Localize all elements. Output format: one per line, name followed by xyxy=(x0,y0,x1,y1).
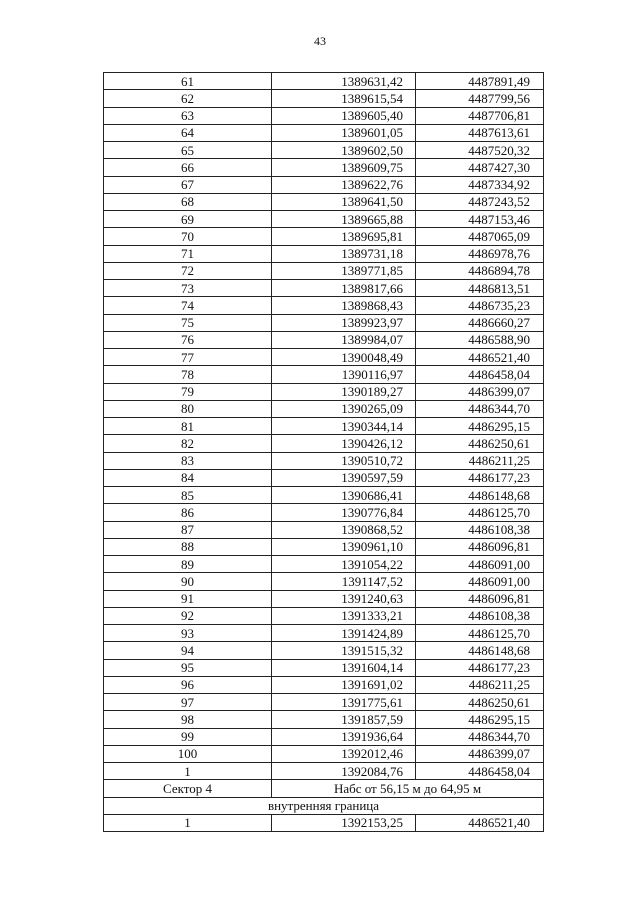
table-row xyxy=(104,556,544,573)
table-row xyxy=(104,73,544,90)
point-number-cell: 66 xyxy=(104,159,272,176)
x-coordinate-cell: 1390868,52 xyxy=(272,521,416,538)
table-row xyxy=(104,659,544,676)
x-coordinate-cell: 1389665,88 xyxy=(272,211,416,228)
point-number-cell: 77 xyxy=(104,349,272,366)
x-coordinate-cell: 1392084,76 xyxy=(272,763,416,780)
x-coordinate-cell: 1391936,64 xyxy=(272,728,416,745)
sector-label: Сектор 4 xyxy=(104,780,272,797)
y-coordinate-cell: 4486978,76 xyxy=(416,245,544,262)
x-coordinate-cell: 1390048,49 xyxy=(272,349,416,366)
y-coordinate-cell: 4486108,38 xyxy=(416,607,544,624)
y-coordinate-cell: 4486148,68 xyxy=(416,487,544,504)
x-coordinate-cell: 1389602,50 xyxy=(272,142,416,159)
y-coordinate-cell: 4486894,78 xyxy=(416,262,544,279)
x-coordinate-cell: 1391147,52 xyxy=(272,573,416,590)
table-row xyxy=(104,383,544,400)
y-coordinate-cell: 4486344,70 xyxy=(416,728,544,745)
y-coordinate-cell: 4487153,46 xyxy=(416,211,544,228)
point-number-cell: 97 xyxy=(104,694,272,711)
point-number-cell: 70 xyxy=(104,228,272,245)
y-coordinate-cell: 4486096,81 xyxy=(416,538,544,555)
x-coordinate-cell: 1389631,42 xyxy=(272,73,416,90)
y-coordinate-cell: 4487334,92 xyxy=(416,176,544,193)
x-coordinate-cell: 1391775,61 xyxy=(272,694,416,711)
x-coordinate-cell: 1391857,59 xyxy=(272,711,416,728)
y-coordinate-cell: 4486660,27 xyxy=(416,314,544,331)
y-coordinate-cell: 4486399,07 xyxy=(416,383,544,400)
x-coordinate-cell: 1390776,84 xyxy=(272,504,416,521)
x-coordinate-cell: 1391691,02 xyxy=(272,676,416,693)
x-coordinate-cell: 1390597,59 xyxy=(272,469,416,486)
table-row xyxy=(104,521,544,538)
table-row xyxy=(104,573,544,590)
x-coordinate-cell: 1391604,14 xyxy=(272,659,416,676)
x-coordinate-cell: 1392153,25 xyxy=(272,814,416,831)
point-number-cell: 96 xyxy=(104,676,272,693)
y-coordinate-cell: 4487706,81 xyxy=(416,107,544,124)
x-coordinate-cell: 1390426,12 xyxy=(272,435,416,452)
x-coordinate-cell: 1389641,50 xyxy=(272,193,416,210)
x-coordinate-cell: 1390344,14 xyxy=(272,418,416,435)
table-row xyxy=(104,280,544,297)
point-number-cell: 91 xyxy=(104,590,272,607)
point-number-cell: 88 xyxy=(104,538,272,555)
y-coordinate-cell: 4486295,15 xyxy=(416,711,544,728)
point-number-cell: 92 xyxy=(104,607,272,624)
point-number-cell: 61 xyxy=(104,73,272,90)
x-coordinate-cell: 1389605,40 xyxy=(272,107,416,124)
x-coordinate-cell: 1390961,10 xyxy=(272,538,416,555)
table-row xyxy=(104,487,544,504)
point-number-cell: 68 xyxy=(104,193,272,210)
point-number-cell: 1 xyxy=(104,763,272,780)
sector-row xyxy=(104,780,544,797)
x-coordinate-cell: 1389923,97 xyxy=(272,314,416,331)
table-row xyxy=(104,245,544,262)
table-row xyxy=(104,211,544,228)
y-coordinate-cell: 4486177,23 xyxy=(416,659,544,676)
point-number-cell: 93 xyxy=(104,625,272,642)
point-number-cell: 94 xyxy=(104,642,272,659)
point-number-cell: 80 xyxy=(104,400,272,417)
table-row xyxy=(104,728,544,745)
point-number-cell: 90 xyxy=(104,573,272,590)
table-row xyxy=(104,676,544,693)
table-row xyxy=(104,90,544,107)
point-number-cell: 62 xyxy=(104,90,272,107)
point-number-cell: 73 xyxy=(104,280,272,297)
y-coordinate-cell: 4486458,04 xyxy=(416,366,544,383)
x-coordinate-cell: 1389601,05 xyxy=(272,124,416,141)
point-number-cell: 1 xyxy=(104,814,272,831)
point-number-cell: 79 xyxy=(104,383,272,400)
y-coordinate-cell: 4486521,40 xyxy=(416,814,544,831)
x-coordinate-cell: 1391240,63 xyxy=(272,590,416,607)
y-coordinate-cell: 4487065,09 xyxy=(416,228,544,245)
y-coordinate-cell: 4486521,40 xyxy=(416,349,544,366)
point-number-cell: 84 xyxy=(104,469,272,486)
y-coordinate-cell: 4486125,70 xyxy=(416,504,544,521)
table-row xyxy=(104,159,544,176)
point-number-cell: 89 xyxy=(104,556,272,573)
x-coordinate-cell: 1389609,75 xyxy=(272,159,416,176)
x-coordinate-cell: 1390265,09 xyxy=(272,400,416,417)
point-number-cell: 76 xyxy=(104,331,272,348)
y-coordinate-cell: 4486250,61 xyxy=(416,694,544,711)
x-coordinate-cell: 1389731,18 xyxy=(272,245,416,262)
subheader-row xyxy=(104,797,544,814)
y-coordinate-cell: 4486250,61 xyxy=(416,435,544,452)
x-coordinate-cell: 1389622,76 xyxy=(272,176,416,193)
point-number-cell: 69 xyxy=(104,211,272,228)
point-number-cell: 86 xyxy=(104,504,272,521)
x-coordinate-cell: 1391333,21 xyxy=(272,607,416,624)
point-number-cell: 65 xyxy=(104,142,272,159)
y-coordinate-cell: 4486458,04 xyxy=(416,763,544,780)
x-coordinate-cell: 1389695,81 xyxy=(272,228,416,245)
point-number-cell: 75 xyxy=(104,314,272,331)
point-number-cell: 82 xyxy=(104,435,272,452)
y-coordinate-cell: 4486211,25 xyxy=(416,676,544,693)
y-coordinate-cell: 4486177,23 xyxy=(416,469,544,486)
x-coordinate-cell: 1391424,89 xyxy=(272,625,416,642)
sector-description: Набс от 56,15 м до 64,95 м xyxy=(272,780,544,797)
table-row xyxy=(104,418,544,435)
table-row xyxy=(104,400,544,417)
table-row xyxy=(104,349,544,366)
y-coordinate-cell: 4486344,70 xyxy=(416,400,544,417)
point-number-cell: 67 xyxy=(104,176,272,193)
table-row xyxy=(104,331,544,348)
table-row xyxy=(104,452,544,469)
point-number-cell: 95 xyxy=(104,659,272,676)
x-coordinate-cell: 1392012,46 xyxy=(272,745,416,762)
coordinates-table-body xyxy=(104,73,544,832)
point-number-cell: 64 xyxy=(104,124,272,141)
y-coordinate-cell: 4486148,68 xyxy=(416,642,544,659)
table-row xyxy=(104,297,544,314)
point-number-cell: 83 xyxy=(104,452,272,469)
point-number-cell: 98 xyxy=(104,711,272,728)
table-row xyxy=(104,366,544,383)
table-row xyxy=(104,435,544,452)
y-coordinate-cell: 4487613,61 xyxy=(416,124,544,141)
table-row xyxy=(104,142,544,159)
point-number-cell: 72 xyxy=(104,262,272,279)
y-coordinate-cell: 4486211,25 xyxy=(416,452,544,469)
x-coordinate-cell: 1390116,97 xyxy=(272,366,416,383)
x-coordinate-cell: 1389817,66 xyxy=(272,280,416,297)
point-number-cell: 100 xyxy=(104,745,272,762)
y-coordinate-cell: 4487243,52 xyxy=(416,193,544,210)
y-coordinate-cell: 4487520,32 xyxy=(416,142,544,159)
x-coordinate-cell: 1390686,41 xyxy=(272,487,416,504)
y-coordinate-cell: 4486735,23 xyxy=(416,297,544,314)
y-coordinate-cell: 4486295,15 xyxy=(416,418,544,435)
x-coordinate-cell: 1391054,22 xyxy=(272,556,416,573)
y-coordinate-cell: 4487891,49 xyxy=(416,73,544,90)
table-row xyxy=(104,262,544,279)
y-coordinate-cell: 4487799,56 xyxy=(416,90,544,107)
table-row xyxy=(104,469,544,486)
y-coordinate-cell: 4486813,51 xyxy=(416,280,544,297)
table-row xyxy=(104,625,544,642)
coordinates-table xyxy=(103,72,544,832)
table-row xyxy=(104,763,544,780)
table-row xyxy=(104,745,544,762)
table-row xyxy=(104,694,544,711)
table-row xyxy=(104,538,544,555)
x-coordinate-cell: 1389984,07 xyxy=(272,331,416,348)
table-row xyxy=(104,176,544,193)
point-number-cell: 71 xyxy=(104,245,272,262)
boundary-subheader: внутренняя граница xyxy=(104,797,544,814)
point-number-cell: 63 xyxy=(104,107,272,124)
table-row xyxy=(104,107,544,124)
point-number-cell: 78 xyxy=(104,366,272,383)
table-row xyxy=(104,504,544,521)
y-coordinate-cell: 4486108,38 xyxy=(416,521,544,538)
point-number-cell: 81 xyxy=(104,418,272,435)
x-coordinate-cell: 1391515,32 xyxy=(272,642,416,659)
point-number-cell: 85 xyxy=(104,487,272,504)
y-coordinate-cell: 4486091,00 xyxy=(416,573,544,590)
table-row xyxy=(104,607,544,624)
table-row xyxy=(104,193,544,210)
table-row xyxy=(104,124,544,141)
table-row xyxy=(104,814,544,831)
point-number-cell: 87 xyxy=(104,521,272,538)
table-row xyxy=(104,314,544,331)
x-coordinate-cell: 1389771,85 xyxy=(272,262,416,279)
y-coordinate-cell: 4486125,70 xyxy=(416,625,544,642)
x-coordinate-cell: 1390189,27 xyxy=(272,383,416,400)
point-number-cell: 74 xyxy=(104,297,272,314)
x-coordinate-cell: 1389615,54 xyxy=(272,90,416,107)
y-coordinate-cell: 4486096,81 xyxy=(416,590,544,607)
y-coordinate-cell: 4486091,00 xyxy=(416,556,544,573)
y-coordinate-cell: 4487427,30 xyxy=(416,159,544,176)
y-coordinate-cell: 4486399,07 xyxy=(416,745,544,762)
page-number: 43 xyxy=(314,34,326,48)
x-coordinate-cell: 1390510,72 xyxy=(272,452,416,469)
y-coordinate-cell: 4486588,90 xyxy=(416,331,544,348)
table-row xyxy=(104,711,544,728)
x-coordinate-cell: 1389868,43 xyxy=(272,297,416,314)
table-row xyxy=(104,228,544,245)
table-row xyxy=(104,590,544,607)
table-row xyxy=(104,642,544,659)
point-number-cell: 99 xyxy=(104,728,272,745)
